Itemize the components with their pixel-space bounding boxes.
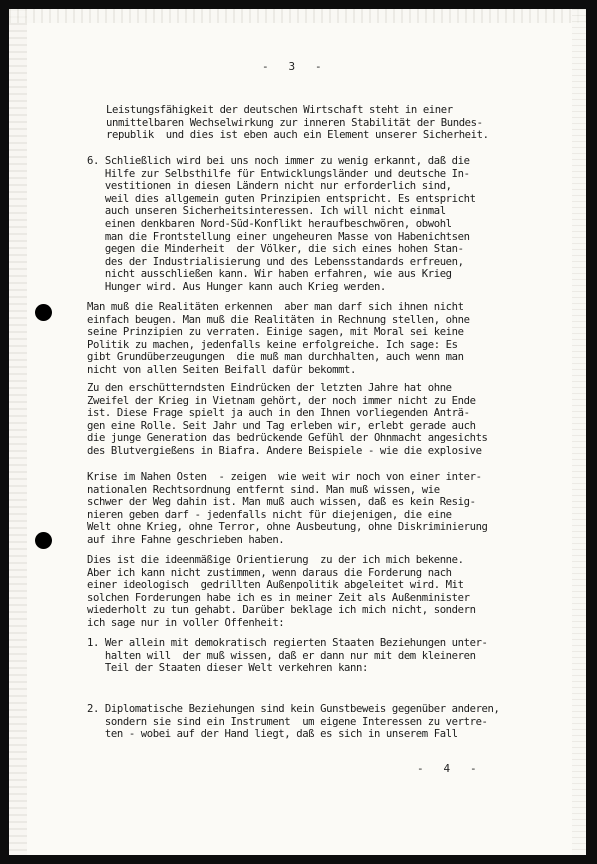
paragraph-realities: Man muß die Realitäten erkennen aber man darf sich ihnen nicht einfach beugen. Man muß die Realitäten in Rechnung stellen, ohne seine Prinzipien zu verraten. Einige sagen, mit Moral sei keine Politik zu machen, jedenfalls keine erfolgreiche. Ich sage: Es gibt Grundüberzeugungen die muß man durchhalten, auch wenn man nicht von allen Seiten Beifall dafür bekommt. xyxy=(87,301,470,376)
document-page xyxy=(9,9,586,855)
numbered-point-6: 6. Schließlich wird bei uns noch immer zu wenig erkannt, daß die Hilfe zur Selbsthilfe für Entwicklungsländer und deutsche In- vestitionen in diesen Ländern nicht nur erforderlich sind, weil dies allgemein guten Prinzipien entspricht. Es entspricht auch unseren Sicherheitsinteressen. Ich will nicht einmal einen denkbaren Nord-Süd-Konflikt heraufbeschwören, obwohl man die Frontstellung einer ungeheuren Masse von Habenichtsen gegen die Minderheit der Völker, die sich eines hohen Stan- des der Industrialisierung und des Lebensstandards erfreuen, nicht ausschließen kann. Wir haben erfahren, wie aus Krieg Hunger wird. Aus Hunger kann auch Krieg werden. xyxy=(87,155,476,293)
paragraph-orientation: Dies ist die ideenmäßige Orientierung zu der ich mich bekenne. Aber ich kann nicht zustimmen, wenn daraus die Forderung nach einer ideologisch gedrillten Außenpolitik abgeleitet wird. Mit solchen Forderungen habe ich es in meiner Zeit als Außenminister wiederholt zu tun gehabt. Darüber beklage ich mich nicht, sondern ich sage nur in voller Offenheit: xyxy=(87,554,476,629)
scan-border-left xyxy=(9,9,27,855)
paragraph-continuation: Leistungsfähigkeit der deutschen Wirtschaft steht in einer unmittelbaren Wechselwirkung zur inneren Stabilität der Bundes- republik und dies ist eben auch ein Element unserer Sicherheit. xyxy=(106,104,489,142)
page-number-top: - 3 - xyxy=(262,60,322,73)
paragraph-middle-east: Krise im Nahen Osten - zeigen wie weit wir noch von einer inter- nationalen Rechtsordnung entfernt sind. Man muß wissen, wie schwer der Weg dahin ist. Man muß auch wissen, daß es kein Resig- nieren geben darf - jedenfalls nicht für diejenigen, die eine Welt ohne Krieg, ohne Terror, ohne Ausbeutung, ohne Diskriminierung auf ihre Fahne geschrieben haben. xyxy=(87,471,488,546)
paragraph-vietnam-biafra: Zu den erschütterndsten Eindrücken der letzten Jahre hat ohne Zweifel der Krieg in Vietnam gehört, der noch immer nicht zu Ende ist. Diese Frage spielt ja auch in den Ihnen vorliegenden Anträ- gen eine Rolle. Seit Jahr und Tag erleben wir, erlebt gerade auch die junge Generation das bedrückende Gefühl der Ohnmacht angesichts des Blutvergießens in Biafra. Andere Beispiele - wie die explosive xyxy=(87,382,488,457)
punch-hole-upper xyxy=(35,304,52,321)
scan-border-right xyxy=(572,9,586,855)
numbered-point-2: 2. Diplomatische Beziehungen sind kein Gunstbeweis gegenüber anderen, sondern sie sind ein Instrument um eigene Interessen zu vertre- ten - wobei auf der Hand liegt, daß es sich in unserem Fall xyxy=(87,703,500,741)
page-number-bottom: - 4 - xyxy=(417,762,477,775)
numbered-point-1: 1. Wer allein mit demokratisch regierten Staaten Beziehungen unter- halten will der muß wissen, daß er dann nur mit dem kleineren Teil der Staaten dieser Welt verkehren kann: xyxy=(87,637,488,675)
punch-hole-lower xyxy=(35,532,52,549)
scan-border-top xyxy=(9,9,586,23)
